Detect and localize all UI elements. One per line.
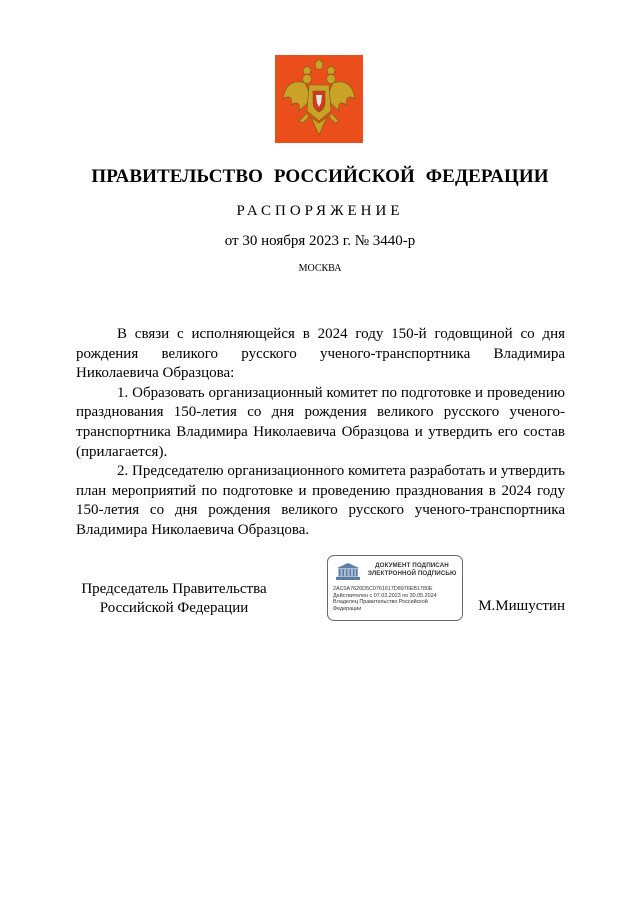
- stamp-certificate: 2AC0A7626D5C0761617D8976EB1780E: [333, 586, 433, 592]
- paragraph-item-2: 2. Председателю организационного комитета разработать и утвердить план мероприятий по подготовке и проведению празднования в 2024 году 150-летия со дня рождения великого русского ученого-транспортника Владимира Николаевича Образцова.: [76, 463, 565, 538]
- signatory-position: [76, 580, 272, 618]
- signatory-position-line2: Российской Федерации: [99, 600, 249, 616]
- stamp-header-line1: ДОКУМЕНТ ПОДПИСАН: [375, 562, 449, 569]
- stamp-owner-line1: Владелец Правительство Российской: [333, 599, 428, 606]
- russian-coat-of-arms-icon: [275, 55, 363, 143]
- stamp-header: [364, 562, 460, 578]
- electronic-signature-stamp: [327, 555, 463, 621]
- stamp-validity: Действителен с 07.03.2023 по 30.05.2024: [333, 592, 437, 599]
- stamp-owner-line2: Федерации: [333, 605, 362, 612]
- stamp-details: [333, 586, 459, 612]
- paragraph-item-1: 1. Образовать организационный комитет по подготовке и проведению празднования 150-летия со дня рождения великого русского ученого-транспортника Владимира Николаевича Образцова и утвердить его состав (прилагается).: [76, 384, 565, 460]
- coat-of-arms-drawing: [275, 55, 363, 143]
- signatory-position-line1: Председатель Правительства: [81, 581, 267, 597]
- government-building-icon: [335, 562, 361, 582]
- document-type: РАСПОРЯЖЕНИЕ: [236, 203, 404, 219]
- document-dateline: от 30 ноября 2023 г. № 3440-р: [224, 233, 416, 249]
- government-title: ПРАВИТЕЛЬСТВО РОССИЙСКОЙ ФЕДЕРАЦИИ: [91, 166, 549, 187]
- document-body: [76, 325, 565, 541]
- document-city: МОСКВА: [298, 263, 342, 274]
- stamp-header-line2: ЭЛЕКТРОННОЙ ПОДПИСЬЮ: [367, 570, 457, 577]
- paragraph-preamble: В связи с исполняющейся в 2024 году 150-й годовщиной со дня рождения великого русского ученого-транспортника Владимира Николаевича Образцова:: [76, 326, 565, 382]
- signatory-name: М.Мишустин: [478, 598, 565, 614]
